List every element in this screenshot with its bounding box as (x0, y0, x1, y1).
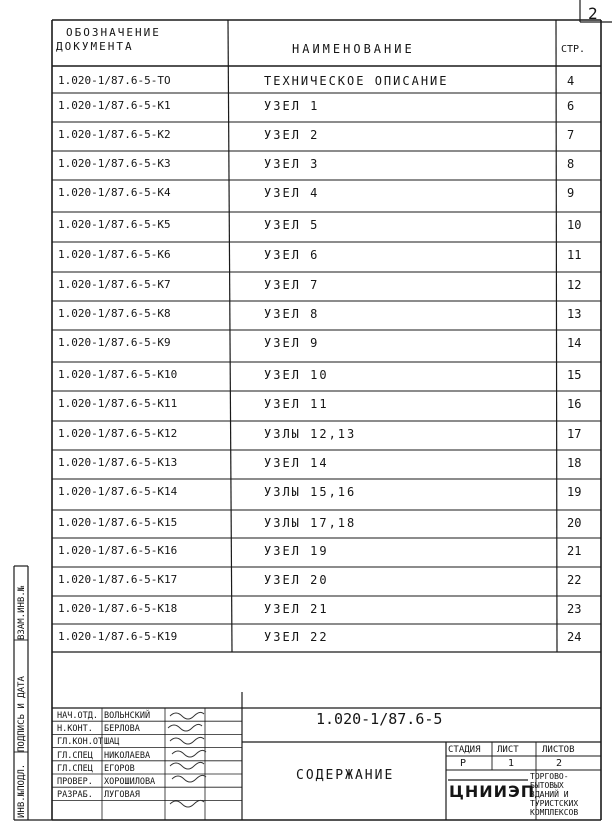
signature-mark (170, 737, 204, 744)
row-page: 7 (567, 128, 575, 142)
signature-mark (170, 712, 204, 719)
stamp-role: НАЧ.ОТД. (57, 711, 98, 721)
signature-mark (172, 775, 206, 782)
row-code: 1.020-1/87.6-5-К4 (58, 186, 171, 199)
signature-mark (170, 762, 204, 769)
stamp-sheets-header: ЛИСТОВ (542, 745, 575, 755)
org-logo: ЦНИИЭП (449, 782, 536, 801)
stamp-person-name: БЕРЛОВА (104, 724, 140, 735)
row-name: УЗЕЛ 7 (264, 278, 320, 292)
stamp-sheet-header: ЛИСТ (497, 745, 519, 755)
row-code: 1.020-1/87.6-5-К5 (58, 218, 171, 231)
row-name: УЗЛЫ 12,13 (264, 427, 357, 441)
row-page: 8 (567, 157, 575, 171)
row-name: УЗЕЛ 11 (264, 397, 329, 411)
row-name: УЗЛЫ 17,18 (264, 516, 357, 530)
signature-mark (170, 800, 204, 807)
row-page: 10 (567, 218, 582, 232)
row-name: УЗЕЛ 8 (264, 307, 320, 321)
stamp-person-name: НИКОЛАЕВА (104, 750, 151, 761)
row-page: 15 (567, 368, 582, 382)
stamp-role: ГЛ.СПЕЦ (57, 750, 93, 761)
row-code: 1.020-1/87.6-5-К12 (58, 427, 178, 440)
row-name: УЗЕЛ 20 (264, 573, 329, 587)
row-page: 21 (567, 544, 582, 558)
row-code: 1.020-1/87.6-5-К17 (58, 573, 178, 586)
row-name: УЗЕЛ 2 (264, 128, 320, 142)
page-number: 2 (588, 4, 598, 23)
row-code: 1.020-1/87.6-5-К3 (58, 157, 171, 170)
row-code: 1.020-1/87.6-5-К14 (58, 485, 178, 498)
header-designation-line1: ОБОЗНАЧЕНИЕ (66, 26, 161, 39)
stamp-role: ГЛ.КОН.ОТ (57, 737, 104, 748)
org-name-line: ТОРГОВО- (530, 772, 569, 781)
row-code: 1.020-1/87.6-5-К15 (58, 516, 178, 529)
header-page: СТР. (561, 44, 586, 55)
row-page: 4 (567, 74, 575, 88)
row-code: 1.020-1/87.6-5-К9 (58, 336, 171, 349)
row-code: 1.020-1/87.6-5-К10 (58, 368, 178, 381)
row-page: 14 (567, 336, 582, 350)
row-name: УЗЕЛ 5 (264, 218, 320, 232)
row-page: 23 (567, 602, 582, 616)
row-page: 19 (567, 485, 582, 499)
row-name: УЗЕЛ 22 (264, 630, 329, 644)
org-name-line: ТУРИСТСКИХ (530, 799, 579, 808)
side-label-signature-date: ПОДПИСЬ И ДАТА (17, 676, 27, 752)
org-name-line: БЫТОВЫХ (530, 781, 564, 790)
row-name: УЗЕЛ 10 (264, 368, 329, 382)
org-name (530, 772, 578, 817)
row-code: 1.020-1/87.6-5-К8 (58, 307, 171, 320)
row-page: 9 (567, 186, 575, 200)
stamp-role: ГЛ.СПЕЦ (57, 763, 93, 774)
stamp-role: РАЗРАБ. (57, 790, 93, 801)
row-page: 24 (567, 630, 582, 644)
stamp-role: Н.КОНТ. (57, 724, 93, 735)
row-page: 20 (567, 516, 582, 530)
org-name-line: КОМПЛЕКСОВ (530, 808, 579, 817)
side-label-inv-podl: ИНВ.№ПОДЛ. (17, 763, 27, 818)
row-name: УЗЕЛ 1 (264, 99, 320, 113)
row-code: 1.020-1/87.6-5-К2 (58, 128, 171, 141)
row-name: УЗЕЛ 9 (264, 336, 320, 350)
row-name: УЗЕЛ 19 (264, 544, 329, 558)
stamp-stage: Р (460, 758, 467, 769)
row-code: 1.020-1/87.6-5-К6 (58, 248, 171, 261)
header-name: НАИМЕНОВАНИЕ (292, 42, 415, 56)
stamp-person-name: ХОРОШИЛОВА (104, 777, 156, 787)
row-code: 1.020-1/87.6-5-К19 (58, 630, 178, 643)
row-code: 1.020-1/87.6-5-К7 (58, 278, 171, 291)
row-name: УЗЕЛ 4 (264, 186, 320, 200)
side-label-vzam-inv: ВЗАМ.ИНВ.№ (17, 585, 27, 640)
row-code: 1.020-1/87.6-5-К18 (58, 602, 178, 615)
row-page: 12 (567, 278, 582, 292)
stamp-sheets: 2 (556, 758, 563, 769)
row-code: 1.020-1/87.6-5-К13 (58, 456, 178, 469)
row-page: 16 (567, 397, 582, 411)
stamp-person-name: ЕГОРОВ (104, 763, 135, 774)
org-name-line: ЗДАНИЙ И (530, 790, 569, 799)
row-name: УЗЛЫ 15,16 (264, 485, 357, 499)
row-name: УЗЕЛ 6 (264, 248, 320, 262)
header-designation-line2: ДОКУМЕНТА (56, 40, 134, 53)
stamp-stage-header: СТАДИЯ (448, 745, 481, 755)
signature-mark (172, 750, 206, 757)
row-code: 1.020-1/87.6-5-К16 (58, 544, 178, 557)
row-name: ТЕХНИЧЕСКОЕ ОПИСАНИЕ (264, 74, 449, 88)
stamp-title: СОДЕРЖАНИЕ (296, 768, 395, 783)
row-page: 18 (567, 456, 582, 470)
row-name: УЗЕЛ 14 (264, 456, 329, 470)
stamp-person-name: ШАЦ (104, 737, 120, 748)
row-code: 1.020-1/87.6-5-К1 (58, 99, 171, 112)
row-code: 1.020-1/87.6-5-К11 (58, 397, 178, 410)
row-page: 22 (567, 573, 582, 587)
stamp-person-name: ЛУГОВАЯ (104, 790, 140, 801)
row-page: 11 (567, 248, 582, 262)
row-name: УЗЕЛ 21 (264, 602, 329, 616)
stamp-sheet: 1 (508, 758, 515, 769)
row-code: 1.020-1/87.6-5-ТО (58, 74, 171, 87)
stamp-person-name: ВОЛЬНСКИЙ (104, 711, 151, 721)
row-page: 6 (567, 99, 575, 113)
row-page: 13 (567, 307, 582, 321)
stamp-designation: 1.020-1/87.6-5 (316, 710, 443, 728)
stamp-role: ПРОВЕР. (57, 777, 93, 787)
row-page: 17 (567, 427, 582, 441)
signature-mark (168, 724, 202, 731)
column-separator (556, 20, 557, 652)
row-name: УЗЕЛ 3 (264, 157, 320, 171)
column-separator (228, 20, 232, 652)
